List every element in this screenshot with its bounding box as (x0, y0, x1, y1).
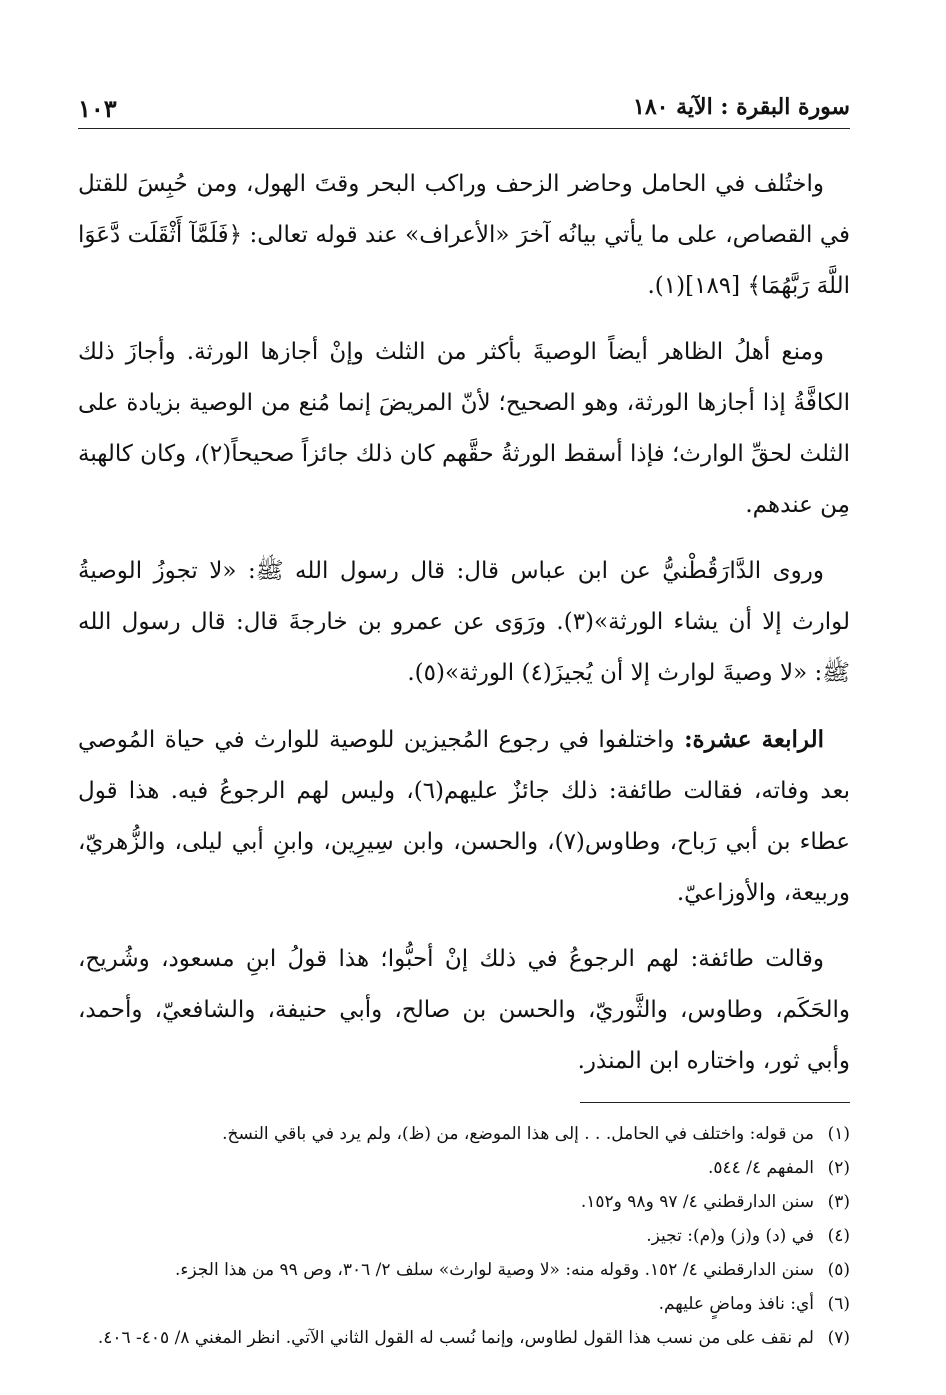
footnote-number: (٥) (827, 1260, 850, 1280)
paragraph (78, 159, 850, 312)
footnote-text: أي: نافذ وماضٍ عليهم. (658, 1294, 814, 1314)
book-page (78, 88, 850, 1388)
footnote-text: سنن الدارقطني ٤/ ٩٧ و٩٨ و١٥٢. (580, 1192, 814, 1212)
paragraph-text: وقالت طائفة: لهم الرجوعُ في ذلك إنْ أحبُّوا؛ هذا قولُ ابنِ مسعود، وشُريح، والحَكَم، وطاوس، والثَّوريّ، والحسن بن صالح، وأبي حنيفة، والشافعيّ، وأحمد، وأبي ثور، واختاره ابن المنذر. (78, 946, 850, 1074)
footnote-number: (٦) (827, 1294, 850, 1314)
footnote (78, 1321, 850, 1355)
footnote (78, 1219, 850, 1253)
paragraph-text: وروى الدَّارَقُطْنيُّ عن ابن عباس قال: قال رسول الله ﷺ: «لا تجوزُ الوصيةُ لوارث إلا أن يشاء الورثة»(٣). ورَوَى عن عمرو بن خارجةَ قال: قال رسول الله ﷺ: «لا وصيةَ لوارث إلا أن يُجيزَ(٤) الورثة»(٥). (78, 558, 850, 686)
footnote-text: سنن الدارقطني ٤/ ١٥٢. وقوله منه: «لا وصية لوارث» سلف ٢/ ٣٠٦، وص ٩٩ من هذا الجزء. (175, 1260, 814, 1280)
paragraph (78, 546, 850, 699)
page-number: ١٠٣ (78, 94, 117, 123)
page-header (78, 88, 850, 129)
footnote-text: من قوله: واختلف في الحامل. . . إلى هذا الموضع، من (ظ)، ولم يرد في باقي النسخ. (222, 1124, 814, 1144)
main-text (78, 159, 850, 1087)
footnote-number: (٢) (827, 1158, 850, 1178)
footnote-number: (٧) (827, 1328, 850, 1348)
paragraph (78, 714, 850, 919)
footnotes (78, 1117, 850, 1355)
paragraph-text: واختلفوا في رجوع المُجيزين للوصية للوارث في حياة المُوصي بعد وفاته، فقالت طائفة: ذلك جائزٌ عليهم(٦)، وليس لهم الرجوعُ فيه. هذا قول عطاء بن أبي رَباح، وطاوس(٧)، والحسن، وابن سِيرِين، وابنِ أبي ليلى، والزُّهريّ، وربيعة، والأوزاعيّ. (78, 727, 850, 906)
footnote (78, 1185, 850, 1219)
footnote-number: (٤) (827, 1226, 850, 1246)
footnote-text: في (د) و(ز) و(م): تجيز. (646, 1226, 814, 1246)
paragraph (78, 934, 850, 1087)
footnote (78, 1253, 850, 1287)
paragraph-text: واختُلف في الحامل وحاضر الزحف وراكب البحر وقتَ الهول، ومن حُبِسَ للقتل في القصاص، على ما يأتي بيانُه آخرَ «الأعراف» عند قوله تعالى: ﴿فَلَمَّآ أَثْقَلَت دَّعَوَا اللَّهَ رَبَّهُمَا﴾ [١٨٩](١). (78, 171, 850, 299)
footnote-text: لم نقف على من نسب هذا القول لطاوس، وإنما نُسب له القول الثاني الآتي. انظر المغني ٨/ ٤٠٥- ٤٠٦. (97, 1328, 814, 1348)
footnote (78, 1117, 850, 1151)
footnote-number: (٣) (827, 1192, 850, 1212)
paragraph (78, 327, 850, 531)
section-heading: الرابعة عشرة: (684, 726, 824, 753)
footnote-divider (580, 1102, 850, 1103)
footnote-text: المفهم ٤/ ٥٤٤. (708, 1158, 814, 1178)
running-title: سورة البقرة : الآية ١٨٠ (633, 94, 850, 120)
footnote (78, 1151, 850, 1185)
footnote-number: (١) (827, 1124, 850, 1144)
footnote (78, 1287, 850, 1321)
paragraph-text: ومنع أهلُ الظاهر أيضاً الوصيةَ بأكثر من الثلث وإنْ أجازها الورثة. وأجازَ ذلك الكافَّةُ إذا أجازها الورثة، وهو الصحيح؛ لأنّ المريضَ إنما مُنع من الوصية بزيادة على الثلث لحقِّ الوارث؛ فإذا أسقط الورثةُ حقَّهم كان ذلك جائزاً صحيحاً(٢)، وكان كالهبة مِن عندهم. (78, 339, 851, 518)
